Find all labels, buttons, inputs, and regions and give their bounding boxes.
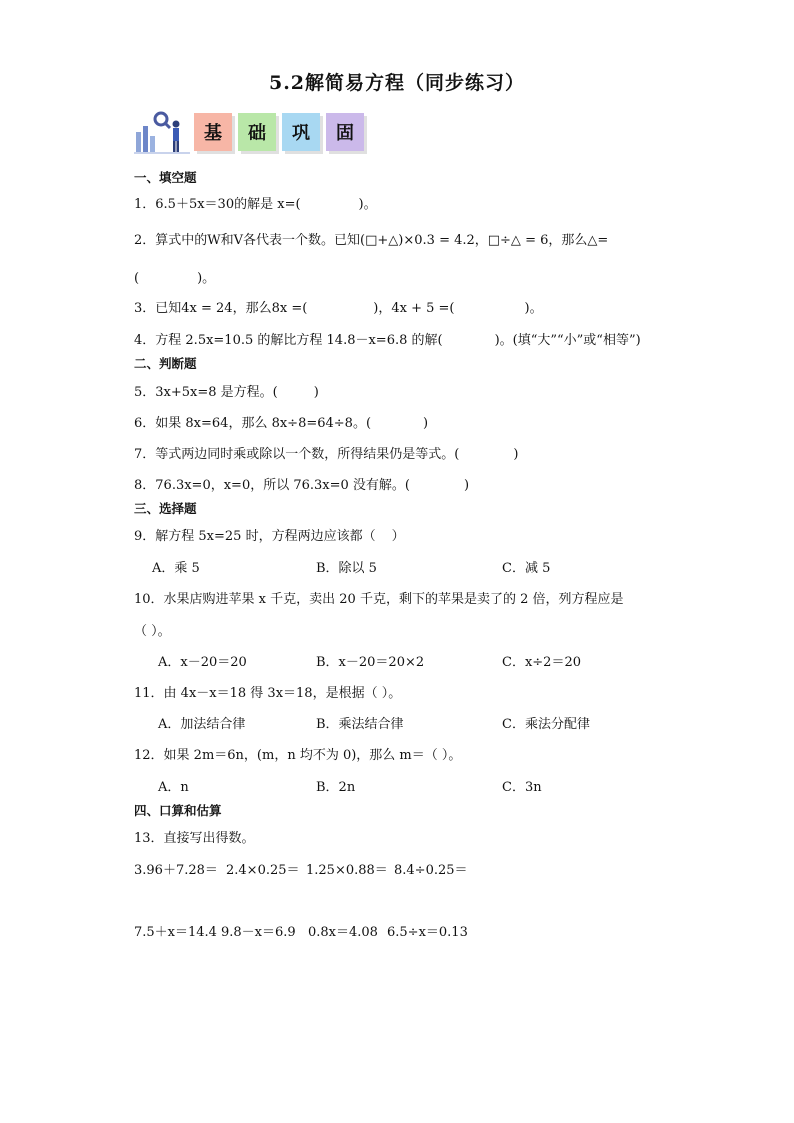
question-text: （ ）。 xyxy=(134,624,171,639)
question-text: ) xyxy=(313,385,319,400)
question-text: 6.5＋5x＝30的解是 x=( xyxy=(155,197,301,212)
question-text: ( xyxy=(134,271,140,286)
question-4 xyxy=(134,329,641,348)
question-number: 13． xyxy=(134,831,164,846)
option-b: B．x－20＝20×2 xyxy=(316,655,425,670)
question-number: 5． xyxy=(134,385,156,400)
question-13 xyxy=(134,827,255,846)
question-9 xyxy=(134,525,405,544)
calc-item: 3.96＋7.28＝ xyxy=(134,863,218,878)
question-text: ） xyxy=(391,529,405,544)
option-a: A．x－20＝20 xyxy=(158,655,247,670)
question-number: 4． xyxy=(134,333,156,348)
question-text: 如果 8x=64，那么 8x÷8=64÷8。( xyxy=(155,416,372,431)
option-b: B．除以 5 xyxy=(316,561,377,576)
question-3 xyxy=(134,297,543,316)
question-text: 等式两边同时乘或除以一个数，所得结果仍是等式。( xyxy=(155,447,460,462)
chart-person-icon xyxy=(134,110,190,154)
option-a: A．加法结合律 xyxy=(158,717,246,732)
question-6 xyxy=(134,412,428,431)
page-title: 5.2解简易方程（同步练习） xyxy=(268,72,526,94)
question-text: 直接写出得数。 xyxy=(163,831,255,846)
option-c: C．x÷2＝20 xyxy=(502,655,581,670)
question-11 xyxy=(134,682,401,701)
option-c: C．3n xyxy=(502,780,542,795)
section-banner xyxy=(134,110,394,154)
calc-item: 6.5÷x＝0.13 xyxy=(387,925,468,940)
question-text: 已知4x = 24，那么8x =( xyxy=(155,301,308,316)
question-number: 12． xyxy=(134,748,164,763)
calc-item: 1.25×0.88＝ xyxy=(306,863,388,878)
question-text: 解方程 5x=25 时，方程两边应该都（ xyxy=(155,529,376,544)
question-text: 方程 2.5x=10.5 的解比方程 14.8－x=6.8 的解( xyxy=(155,333,443,348)
question-number: 3． xyxy=(134,301,156,316)
banner-badge-chu: 础 xyxy=(238,113,276,151)
question-1 xyxy=(134,193,377,212)
question-2 xyxy=(134,229,608,248)
question-8 xyxy=(134,474,469,493)
question-text: 76.3x=0，x=0，所以 76.3x=0 没有解。( xyxy=(155,478,410,493)
option-c: C．减 5 xyxy=(502,561,551,576)
option-c: C．乘法分配律 xyxy=(502,717,590,732)
section-heading-calc: 四、口算和估算 xyxy=(134,803,222,818)
option-b: B．2n xyxy=(316,780,356,795)
question-text: 水果店购进苹果 x 千克，卖出 20 千克，剩下的苹果是卖了的 2 倍，列方程应是 xyxy=(163,592,624,607)
question-text: )。 xyxy=(197,271,216,286)
question-number: 2． xyxy=(134,233,156,248)
question-text: 算式中的W和V各代表一个数。已知 xyxy=(155,233,361,248)
question-number: 7． xyxy=(134,447,156,462)
question-text: ) xyxy=(464,478,470,493)
calc-item: 8.4÷0.25＝ xyxy=(394,863,468,878)
section-heading-judge: 二、判断题 xyxy=(134,356,197,371)
calc-item: 2.4×0.25＝ xyxy=(226,863,300,878)
section-heading-fill: 一、填空题 xyxy=(134,170,197,185)
banner-badge-gong: 巩 xyxy=(282,113,320,151)
calc-item: 0.8x＝4.08 xyxy=(308,925,378,940)
question-text: )，4x + 5 =( xyxy=(373,301,455,316)
banner-badge-gu: 固 xyxy=(326,113,364,151)
question-text: )。(填“大”“小”或“相等”) xyxy=(494,333,641,348)
calc-item: 7.5＋x＝14.4 xyxy=(134,925,217,940)
calc-item: 9.8－x＝6.9 xyxy=(221,925,296,940)
question-10 xyxy=(134,588,624,607)
question-text: )。 xyxy=(358,197,377,212)
question-formula: (□+△)×0.3 = 4.2，□÷△ = 6，那么△= xyxy=(360,233,609,248)
question-number: 8． xyxy=(134,478,156,493)
question-text: )。 xyxy=(524,301,543,316)
question-text: ) xyxy=(423,416,429,431)
question-10-line2 xyxy=(134,620,171,639)
question-12 xyxy=(134,744,461,763)
section-heading-choice: 三、选择题 xyxy=(134,501,197,516)
question-text: 如果 2m＝6n，(m，n 均不为 0)，那么 m＝（ ）。 xyxy=(163,748,462,763)
question-2-line2 xyxy=(134,267,215,286)
question-5 xyxy=(134,381,319,400)
question-text: ) xyxy=(513,447,519,462)
question-number: 11． xyxy=(134,686,164,701)
question-number: 9． xyxy=(134,529,156,544)
option-a: A．n xyxy=(158,780,189,795)
question-7 xyxy=(134,443,518,462)
question-text: 3x+5x=8 是方程。( xyxy=(155,385,278,400)
option-b: B．乘法结合律 xyxy=(316,717,404,732)
banner-badge-ji: 基 xyxy=(194,113,232,151)
question-number: 6． xyxy=(134,416,156,431)
question-number: 10． xyxy=(134,592,164,607)
question-text: 由 4x－x＝18 得 3x＝18，是根据（ ）。 xyxy=(163,686,402,701)
question-number: 1． xyxy=(134,197,156,212)
option-a: A．乘 5 xyxy=(152,561,200,576)
